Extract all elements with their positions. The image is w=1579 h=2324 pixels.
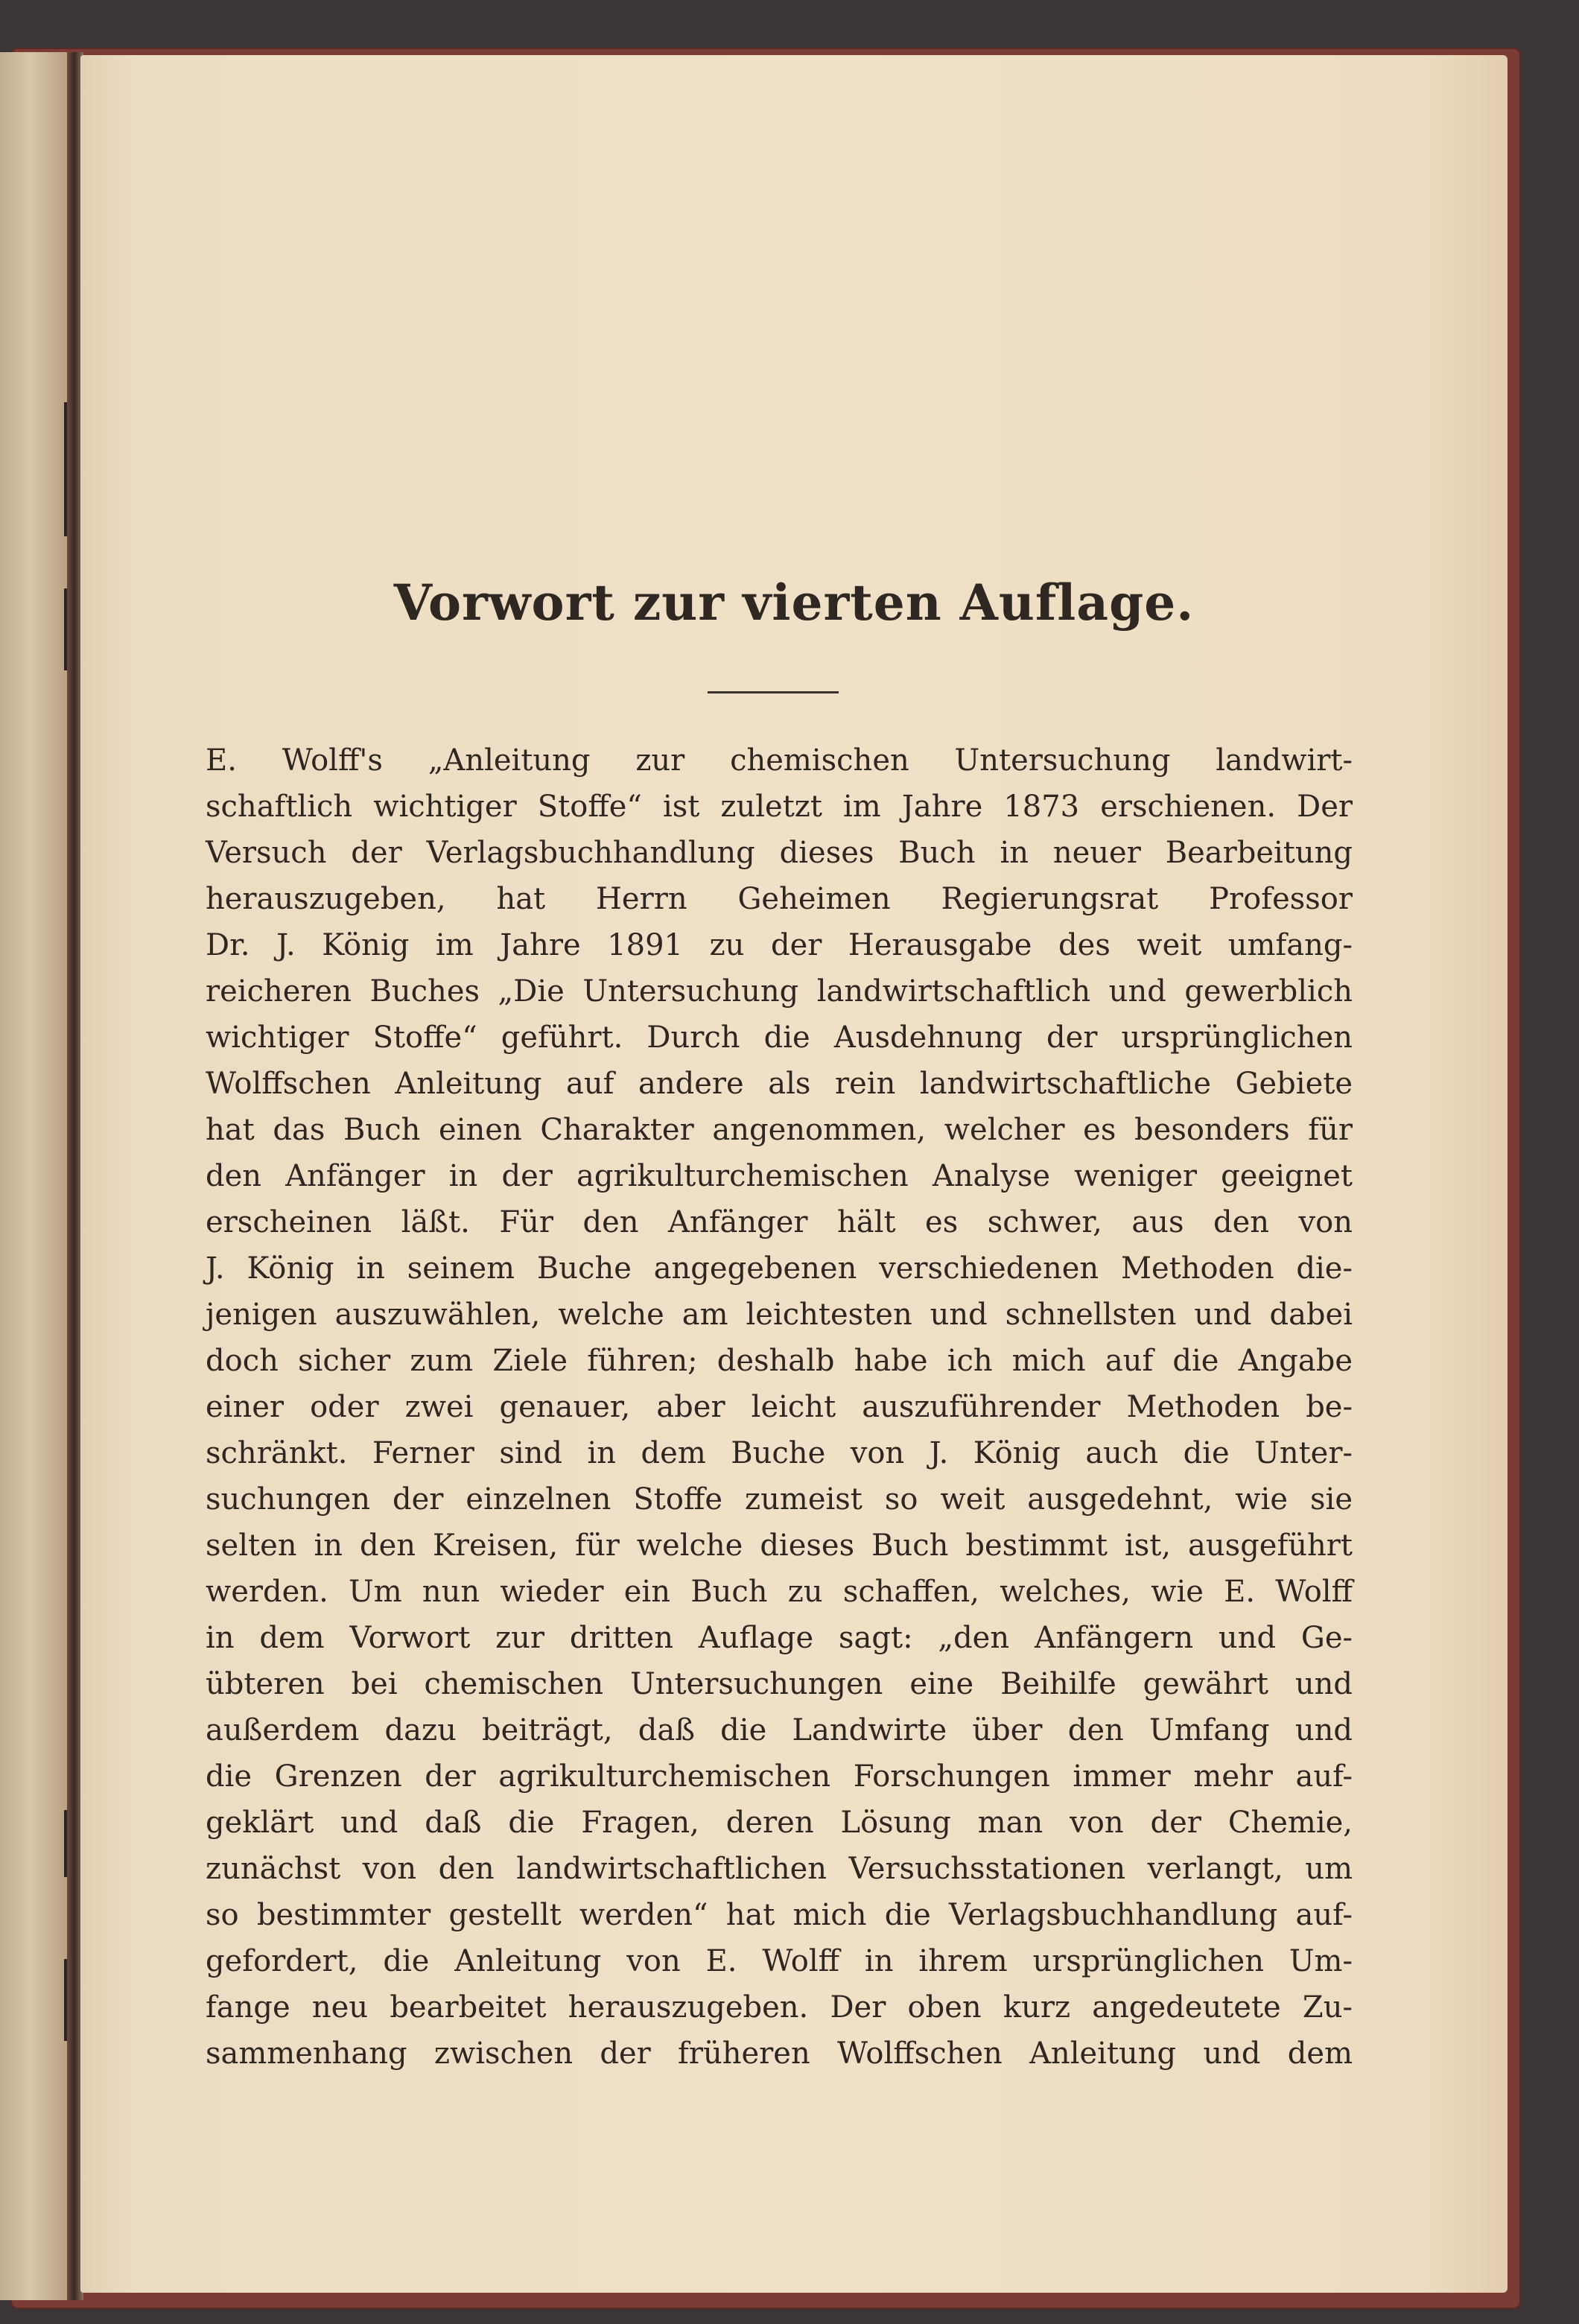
text-line: übteren bei chemischen Untersuchungen eine Beihilfe gewährt und — [206, 1667, 1353, 1701]
text-line: die Grenzen der agrikulturchemischen Forschungen immer mehr auf- — [206, 1759, 1353, 1794]
left-page-edge — [0, 52, 69, 2300]
text-line: gefordert, die Anleitung von E. Wolff in ihrem ursprünglichen Um- — [206, 1944, 1353, 1978]
text-line: erscheinen läßt. Für den Anfänger hält es schwer, aus den von — [206, 1205, 1353, 1239]
binding-marks — [64, 402, 69, 2041]
text-line: hat das Buch einen Charakter angenommen, welcher es besonders für — [206, 1113, 1353, 1147]
text-line: selten in den Kreisen, für welche dieses Buch bestimmt ist, ausgeführt — [206, 1528, 1353, 1563]
text-line: Versuch der Verlagsbuchhandlung dieses Buch in neuer Bearbeitung — [206, 836, 1353, 870]
text-line: reicheren Buches „Die Untersuchung landwirtschaftlich und gewerblich — [206, 974, 1353, 1009]
text-line: herauszugeben, hat Herrn Geheimen Regierungsrat Professor — [206, 882, 1353, 916]
text-line: schaftlich wichtiger Stoffe“ ist zuletzt im Jahre 1873 erschienen. Der — [206, 790, 1353, 824]
text-line: geklärt und daß die Fragen, deren Lösung man von der Chemie, — [206, 1806, 1353, 1840]
text-line: Dr. J. König im Jahre 1891 zu der Herausgabe des weit umfang- — [206, 928, 1353, 962]
text-line: den Anfänger in der agrikulturchemischen Analyse weniger geeignet — [206, 1159, 1353, 1193]
text-line: fange neu bearbeitet herauszugeben. Der oben kurz angedeutete Zu- — [206, 1990, 1353, 2025]
text-line: zunächst von den landwirtschaftlichen Versuchsstationen verlangt, um — [206, 1852, 1353, 1886]
text-line: doch sicher zum Ziele führen; deshalb habe ich mich auf die Angabe — [206, 1344, 1353, 1378]
preface-text — [206, 737, 1353, 2077]
text-line: so bestimmter gestellt werden“ hat mich die Verlagsbuchhandlung auf- — [206, 1898, 1353, 1932]
text-line: schränkt. Ferner sind in dem Buche von J. König auch die Unter- — [206, 1436, 1353, 1470]
text-line: einer oder zwei genauer, aber leicht auszuführender Methoden be- — [206, 1390, 1353, 1424]
text-line: E. Wolff's „Anleitung zur chemischen Untersuchung landwirt- — [206, 743, 1353, 778]
text-line: J. König in seinem Buche angegebenen verschiedenen Methoden die- — [206, 1251, 1353, 1286]
text-line: werden. Um nun wieder ein Buch zu schaffen, welches, wie E. Wolff — [206, 1575, 1353, 1609]
text-line: jenigen auszuwählen, welche am leichtesten und schnellsten und dabei — [206, 1298, 1353, 1332]
text-line: Wolffschen Anleitung auf andere als rein landwirtschaftliche Gebiete — [206, 1067, 1353, 1101]
text-line: außerdem dazu beiträgt, daß die Landwirte über den Umfang und — [206, 1713, 1353, 1747]
page-title: Vorwort zur vierten Auflage. — [393, 574, 1195, 632]
text-line: wichtiger Stoffe“ geführt. Durch die Ausdehnung der ursprünglichen — [206, 1020, 1353, 1055]
text-line: in dem Vorwort zur dritten Auflage sagt: „den Anfängern und Ge- — [206, 1621, 1353, 1655]
text-line: sammenhang zwischen der früheren Wolffschen Anleitung und dem — [206, 2036, 1353, 2071]
text-line: suchungen der einzelnen Stoffe zumeist so weit ausgedehnt, wie sie — [206, 1482, 1353, 1517]
title-divider — [708, 691, 839, 693]
